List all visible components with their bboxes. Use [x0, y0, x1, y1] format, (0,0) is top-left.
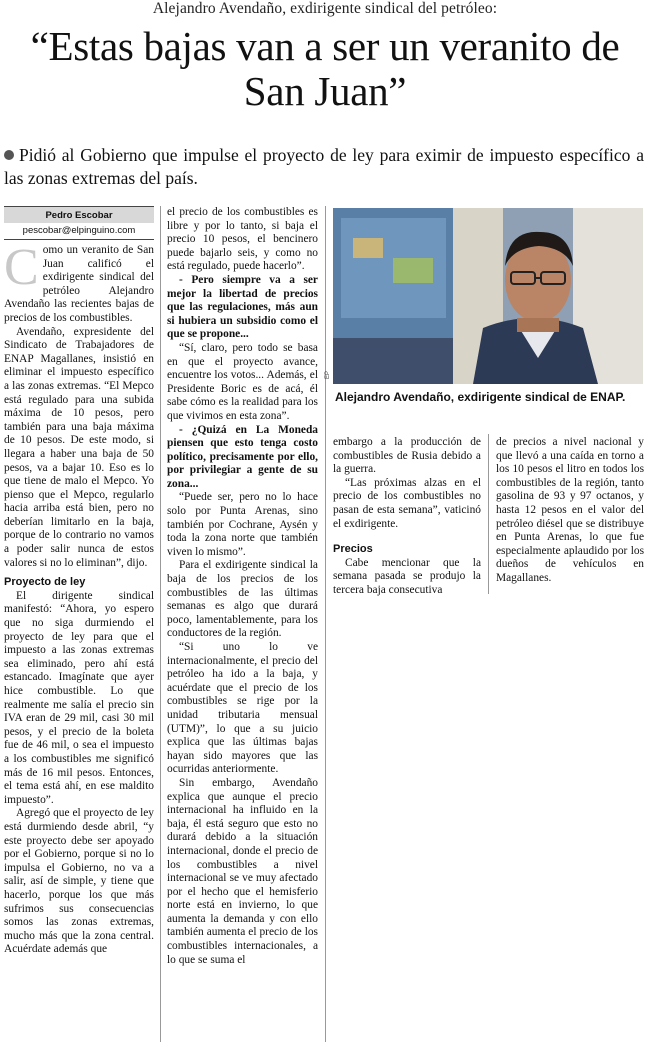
paragraph: embargo a la producción de combustibles de Rusia debido a la guerra. — [333, 436, 481, 476]
article-kicker: Alejandro Avendaño, exdirigente sindical del petróleo: — [152, 0, 498, 17]
column-4 — [496, 436, 644, 586]
byline — [4, 206, 154, 240]
paragraph: Cabe mencionar que la semana pasada se produjo la tercera baja consecutiva — [333, 556, 481, 596]
interview-question: - Pero siempre va a ser mejor la libertad de precios que las regulaciones, más aun si hubiera un subsidio como el que se propone... — [167, 273, 318, 341]
column-divider — [160, 206, 161, 1042]
article-headline: “Estas bajas van a ser un veranito de San Juan” — [30, 23, 620, 114]
column-divider — [325, 206, 326, 1042]
photo-caption: Alejandro Avendaño, exdirigente sindical de ENAP. — [335, 390, 626, 404]
paragraph: “Puede ser, pero no lo hace solo por Punta Arenas, sino también por Cochrane, Aysén y toda la zona norte que también viven lo mismo”. — [167, 491, 318, 558]
column-1 — [4, 239, 154, 957]
paragraph: El dirigente sindical manifestó: “Ahora, yo espero que no siga durmiendo el proyecto de ley para que el impuesto a las zonas extremas sea eliminado, pero ahí está estancado. Imagínate que ayer hice combustible. Lo que realmente me salía el precio sin IVA eran de 29 mil, casi 30 mil pesos, y el precio de la boleta fue de 46 mil, o sea el impuesto a los combustibles me significó más de 16 mil pesos. Entonces, el tema está ahí, en ese maldito impuesto”. — [4, 589, 154, 806]
column-3 — [333, 436, 481, 598]
drop-cap: C — [4, 239, 39, 296]
paragraph: “Sí, claro, pero todo se basa en que el proyecto avance, encuentre los votos... Además, el Presidente Boric es de acá, él sabe cómo es la realidad para los que vivimos en esta zona”. — [167, 341, 318, 422]
paragraph: el precio de los combustibles es libre y por lo tanto, si baja el precio 10 pesos, el bencinero puede bajarlo seis, y como no está regulado, puede hacerlo”. — [167, 206, 318, 273]
column-2 — [167, 206, 318, 967]
photo-credit: EP — [325, 370, 332, 380]
paragraph: Avendaño, expresidente del Sindicato de Trabajadores de ENAP Magallanes, insistió en eliminar el impuesto específico a las zonas extremas. “El Mepco está regulado para una subida máxima de 10 pesos, pero también para una baja máxima de 10 pesos. De este modo, si llegara a haber una baja de 50 pesos, va a bajar 10. Eso es lo que tiene de malo el Mepco. Yo pienso que el Mepco, regularlo hacia arriba está bien, pero no deberían limitarlo en la baja, porque de lo contrario no vamos a poder salir nunca de estos valores si no lo eliminan”, dijo. — [4, 325, 154, 569]
deck-text: Pidió al Gobierno que impulse el proyecto de ley para eximir de impuesto específico a las zonas extremas del país. — [4, 145, 644, 188]
subheading: Proyecto de ley — [4, 576, 86, 589]
portrait-photo — [333, 208, 643, 384]
paragraph: de precios a nivel nacional y que llevó a una caída en torno a los 10 pesos el litro en todos los combustibles de la región, tanto gasolina de 93 y 97 octanos, y hasta 12 pesos en el valor del petróleo diésel que se distribuye en Punta Arenas, lo que fue especialmente aplaudido por los dueños de vehículos en Magallanes. — [496, 436, 644, 584]
column-divider — [488, 434, 489, 594]
bullet-icon — [4, 150, 14, 160]
interview-question: - ¿Quizá en La Moneda piensen que esto tenga costo político, precisamente por ello, por privilegiar a gente de su zona... — [167, 423, 318, 490]
paragraph: “Las próximas alzas en el precio de los combustibles no pasan de esta semana”, vaticinó el exdirigente. — [333, 476, 481, 530]
byline-email[interactable]: pescobar@elpinguino.com — [22, 225, 136, 236]
article-deck — [4, 144, 644, 190]
paragraph: Como un veranito de San Juan calificó el exdirigente sindical del petróleo Alejandro Avendaño las recientes bajas de precios de los combustibles. — [4, 239, 154, 324]
paragraph: Sin embargo, Avendaño explica que aunque el precio internacional ha influido en la baja, él está seguro que esto no durará debido a la situación internacional, donde el precio de los combustibles a nivel internacional se ve muy afectado por el hecho que el hemisferio norte está en invierno, lo que aumenta la demanda y con ello también aumenta el precio de los combustibles internacionales, a lo que se suma el — [167, 776, 318, 966]
subheading: Precios — [333, 543, 373, 556]
byline-author: Pedro Escobar — [4, 207, 154, 223]
paragraph: Agregó que el proyecto de ley está durmiendo desde abril, “y este proyecto debe ser apoyado por el Gobierno, porque si no lo impulsa el Gobierno, no va a salir, así de simple, y tiene que hacerlo, porque los que más sufrimos sus consecuencias somos las zonas extremas, mucho más que la zona central. Acuérdate además que — [4, 807, 154, 956]
paragraph: “Si uno lo ve internacionalmente, el precio del petróleo ha ido a la baja, y acuérdate que el precio de los combustibles se rige por la unidad tributaria mensual (UTM)”, lo que a su juicio explica que las últimas bajas hayan sido mayores que las ocurridas anteriormente. — [167, 641, 318, 776]
paragraph: Para el exdirigente sindical la baja de los precios de los combustibles de las últimas semanas es algo que durará poco, lamentablemente, para los conductores de la región. — [167, 559, 318, 640]
